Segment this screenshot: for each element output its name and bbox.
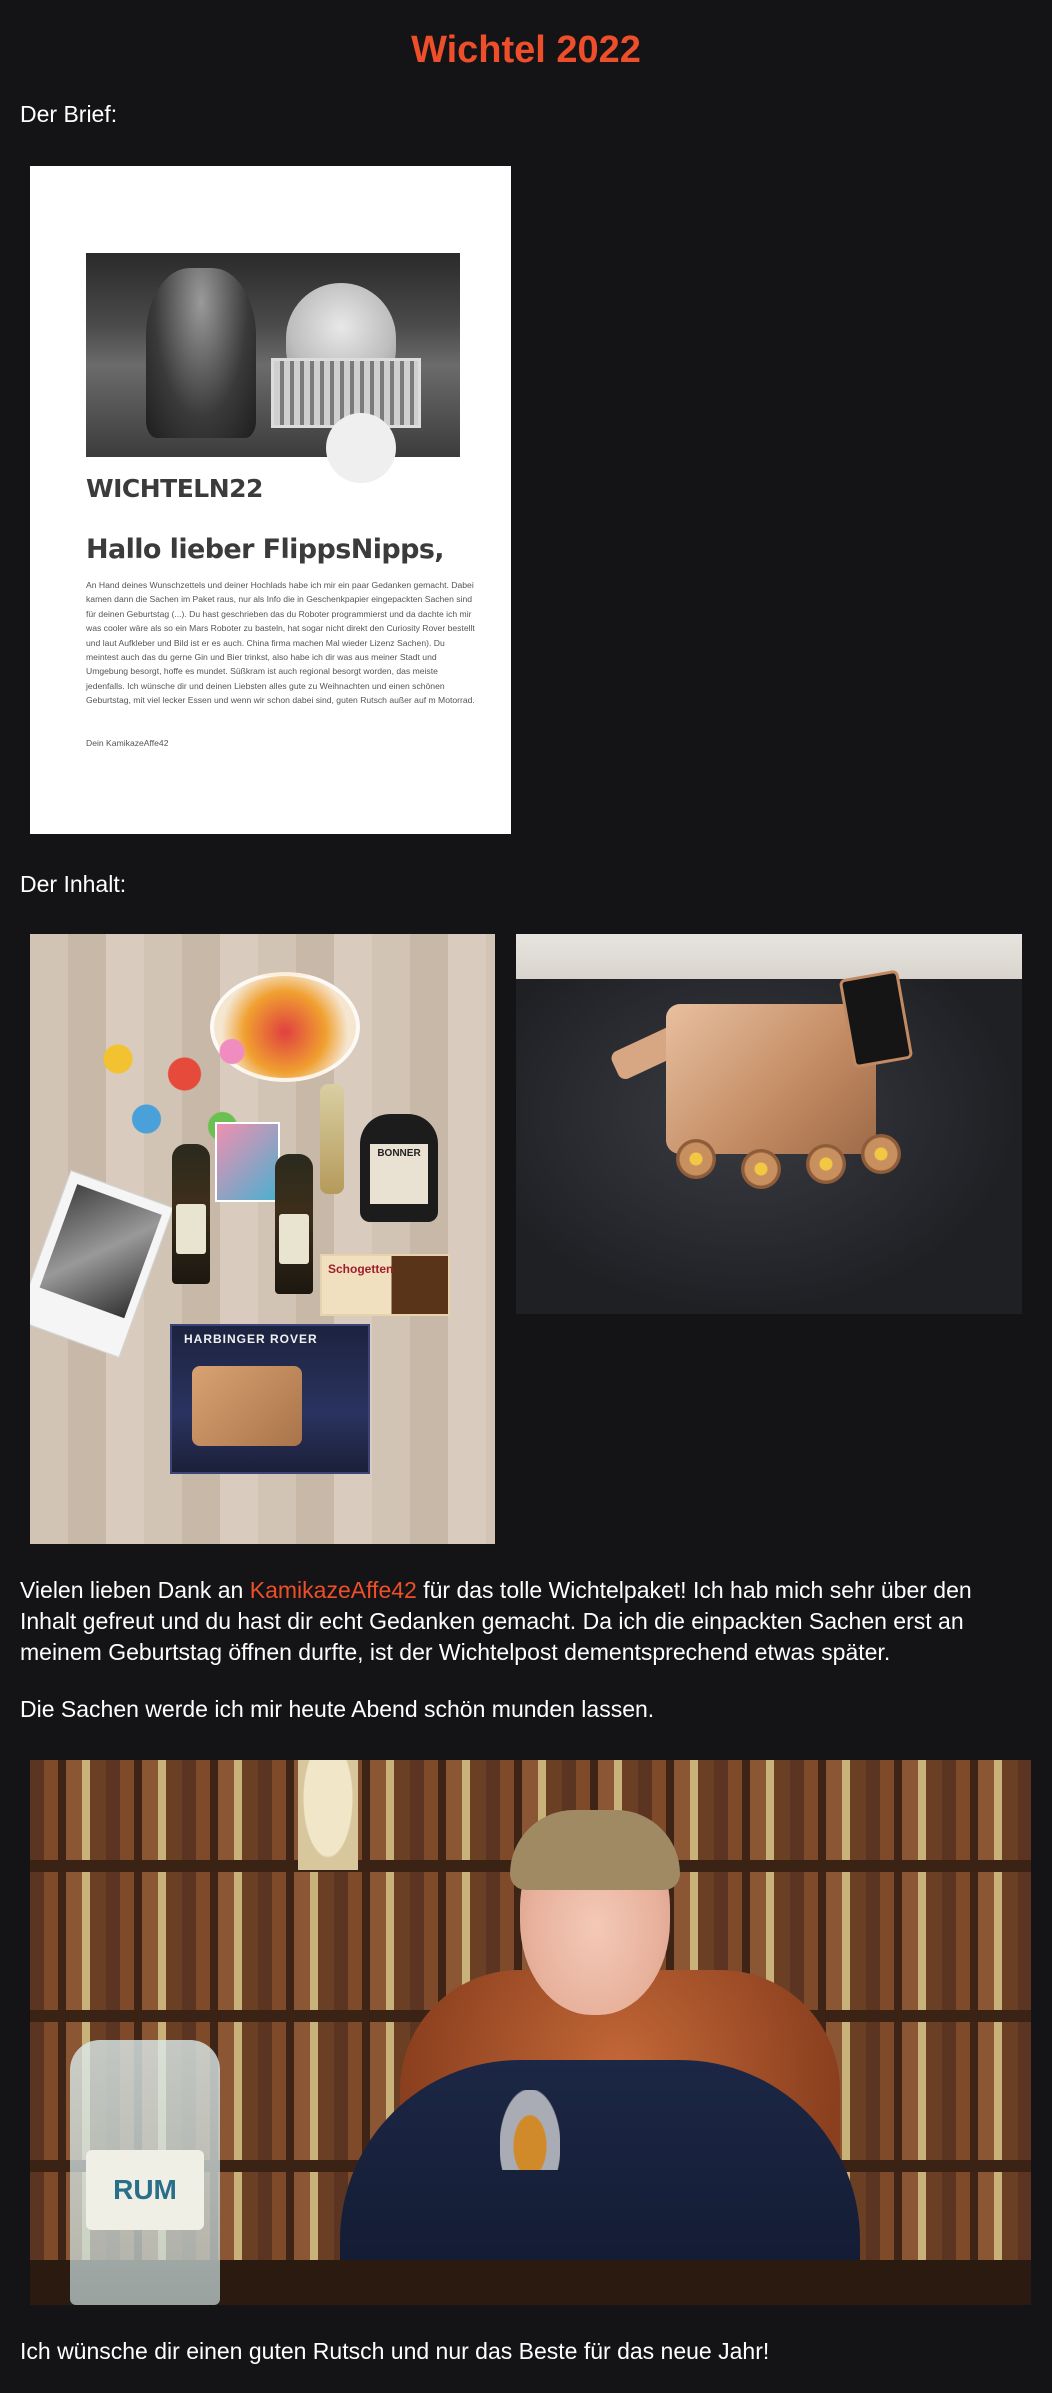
rover-box-label: HARBINGER ROVER: [184, 1332, 318, 1346]
tasting-photo[interactable]: [30, 1760, 1031, 2305]
closing-text: Ich wünsche dir einen guten Rutsch und nur das Beste für das neue Jahr!: [20, 2338, 770, 2364]
postcard: [30, 1170, 174, 1358]
small-liquor-bottle: [320, 1084, 344, 1194]
thanks-suffix: für das tolle Wichtelpaket! Ich hab mich sehr über den Inhalt gefreut und du hast dir echt Gedanken gemacht. Da ich die einpackten Sachen erst an meinem Geburtstag öffnen durfte, ist der Wichtelpost dementsprechend etwas später.: [20, 1577, 972, 1665]
photo-person: [146, 268, 256, 438]
rover-body: [666, 1004, 876, 1154]
thanks-prefix: Vielen lieben Dank an: [20, 1577, 250, 1603]
thanks-paragraph: [20, 1575, 1030, 1668]
rum-bottle: [70, 2040, 220, 2305]
letter-body: An Hand deines Wunschzettels und deiner Hochlads habe ich mir ein paar Gedanken gemacht. Dabei kamen dann die Sachen im Paket raus, nur als Info die in Geschenkpapier eingepackten Sachen sind für deinen Geburtstag (...). Du hast geschrieben das du Roboter programmierst und da dachte ich mir was cooler wäre als so ein Mars Roboter zu basteln, hat sogar nicht direkt den Curiosity Rover bestellt und laut Aufkleber und Bild ist er es auch. China firma machen Mal wieder Lizenz Sachen). Du meintest auch das du gerne Gin und Bier trinkst, also habe ich dir was aus meiner Stadt und Umgebung besorgt, hoffe es mundet. Süßkram ist auch regional besorgt worden, das meiste jedenfalls. Ich wünsche dir und deinen Liebsten alles gute zu Weihnachten und einen schönen Geburtstag, mit viel lecker Essen und wenn wir schon dabei sind, guten Rutsch außer auf m Motorrad.: [86, 580, 475, 706]
letter-signature: Dein KamikazeAffe42: [86, 738, 169, 748]
rover-kit-box: [170, 1324, 370, 1474]
letter-greeting: Hallo lieber FlippsNipps,: [86, 534, 444, 565]
second-paragraph: Die Sachen werde ich mir heute Abend schön munden lassen.: [20, 1696, 655, 1722]
rover-wheel: [861, 1134, 901, 1174]
letter-section-label: Der Brief:: [20, 101, 118, 127]
letter-photo-et: [86, 253, 460, 457]
assembled-rover-photo[interactable]: [516, 934, 1022, 1314]
photo-moon: [326, 413, 396, 483]
person-hair: [510, 1810, 680, 1890]
contents-section-label: Der Inhalt:: [20, 871, 127, 897]
rover-wheel: [806, 1144, 846, 1184]
letter-image[interactable]: [30, 166, 511, 834]
tasting-glass: [500, 2090, 560, 2170]
page-title: Wichtel 2022: [411, 29, 641, 71]
rum-label: RUM: [86, 2150, 204, 2230]
kamikazeaffe42-link[interactable]: KamikazeAffe42: [249, 1577, 417, 1603]
rover-wheel: [676, 1139, 716, 1179]
letter-heading: WICHTELN22: [86, 474, 263, 503]
contents-photo[interactable]: [30, 934, 495, 1544]
gin-bottle: [360, 1114, 438, 1222]
chocolate-label: Schogetten: [328, 1262, 394, 1276]
chocolate-pack: [320, 1254, 450, 1316]
bust-statue: [298, 1760, 358, 1870]
rover-box-model: [192, 1366, 302, 1446]
beer-bottle-1: [172, 1144, 210, 1284]
gin-label: BONNER: [370, 1144, 428, 1204]
game-box: [215, 1122, 280, 1202]
rover-wheel: [741, 1149, 781, 1189]
beer-bottle-2: [275, 1154, 313, 1294]
